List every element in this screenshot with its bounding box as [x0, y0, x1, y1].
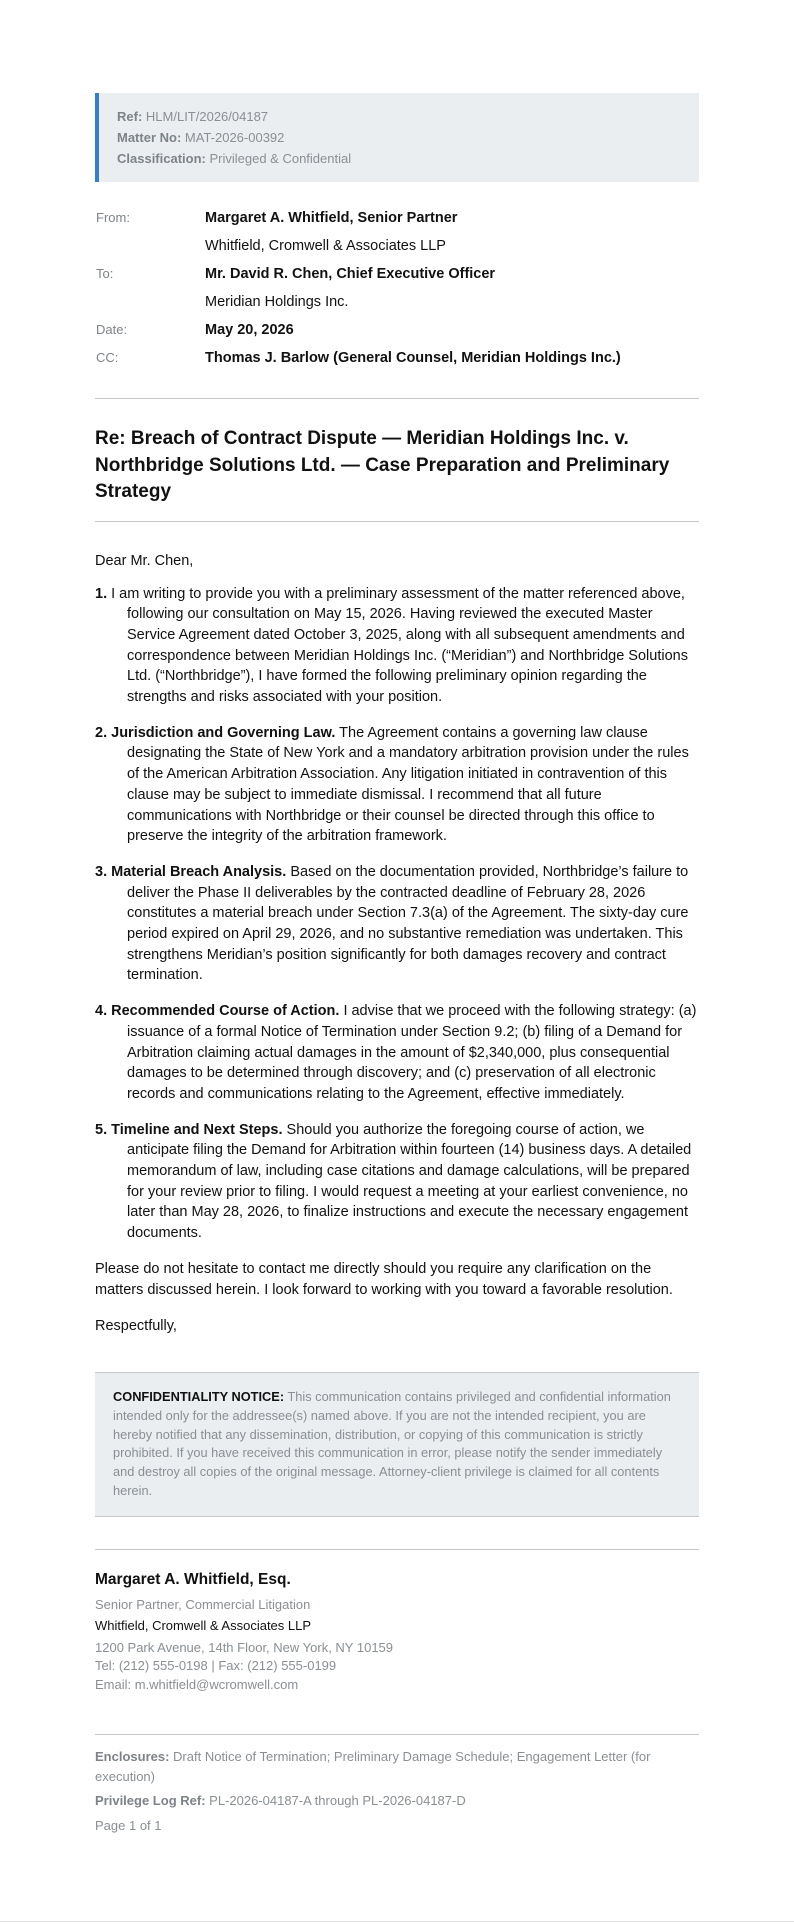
- cc-label: CC:: [96, 350, 119, 365]
- privilege-log-value: PL-2026-04187-A through PL-2026-04187-D: [209, 1793, 466, 1809]
- reference-box: [95, 93, 699, 182]
- greeting: Dear Mr. Chen,: [95, 552, 194, 569]
- signature-block: [95, 1549, 699, 1695]
- subject-line: Re: Breach of Contract Dispute — Meridian Holdings Inc. v. Northbridge Solutions Ltd. — Case Preparation and Preliminary Strategy: [95, 428, 670, 502]
- from-firm: Whitfield, Cromwell & Associates LLP: [205, 238, 446, 254]
- from-name: Margaret A. Whitfield, Senior Partner: [205, 210, 458, 226]
- signature-address: 1200 Park Avenue, 14th Floor, New York, NY 10159: [95, 1639, 394, 1655]
- confidentiality-text: This communication contains privileged and confidential information intended only for the addressee(s) named above. If you are not the intended recipient, you are hereby notified that any dissemination, distribution, or copying of this communication is strictly prohibited. If you have received this communication in error, please notify the sender immediately and destroy all copies of the original message. Attorney-client privilege is claimed for all contents herein.: [113, 1389, 671, 1498]
- confidentiality-label: CONFIDENTIALITY NOTICE:: [113, 1389, 285, 1405]
- paragraph-text: I am writing to provide you with a preliminary assessment of the matter referenced above, following our consultation on May 15, 2026. Having reviewed the executed Master Service Agreement dated October 3, 2025, along with all subsequent amendments and correspondence between Meridian Holdings Inc. (“Meridian”) and Northbridge Solutions Ltd. (“Northbridge”), I have formed the following preliminary opinion regarding the strengths and risks associated with your position.: [111, 585, 688, 706]
- classification-line: [117, 148, 681, 169]
- signature-phone: Tel: (212) 555-0198 | Fax: (212) 555-0199: [95, 1658, 337, 1674]
- paragraph-5: [95, 1120, 699, 1244]
- paragraph-heading: Timeline and Next Steps.: [111, 1121, 283, 1138]
- page-bottom-edge: [0, 1921, 794, 1922]
- paragraph-number: 2.: [95, 724, 108, 741]
- letter-header: [95, 210, 699, 378]
- ref-line: [117, 106, 681, 127]
- enclosures-label: Enclosures:: [95, 1749, 170, 1765]
- ref-label: Ref:: [117, 109, 143, 124]
- from-label: From:: [96, 210, 130, 225]
- to-company: Meridian Holdings Inc.: [205, 294, 349, 310]
- paragraph-3: [95, 862, 699, 986]
- date-label: Date:: [96, 322, 128, 337]
- paragraph-text: I advise that we proceed with the following strategy: (a) issuance of a formal Notice of Termination under Section 9.2; (b) filing of a Demand for Arbitration claiming actual damages in the amount of $2,340,000, plus consequential damages to be determined through discovery; and (c) preservation of all electronic records and communications relating to the Agreement, effective immediately.: [127, 1003, 697, 1102]
- signature-name: Margaret A. Whitfield, Esq.: [95, 1570, 291, 1588]
- privilege-log-line: [95, 1791, 699, 1811]
- classification-value: Privileged & Confidential: [209, 151, 352, 166]
- signature-email: Email: m.whitfield@wcromwell.com: [95, 1676, 299, 1692]
- matter-line: [117, 127, 681, 148]
- paragraph-number: 3.: [95, 863, 108, 880]
- letter-footer: [95, 1734, 699, 1835]
- header-divider: [95, 398, 699, 399]
- paragraph-number: 1.: [95, 585, 108, 602]
- to-name: Mr. David R. Chen, Chief Executive Officer: [205, 266, 496, 282]
- page-number: Page 1 of 1: [95, 1817, 162, 1833]
- paragraph-heading: Recommended Course of Action.: [111, 1003, 340, 1020]
- paragraph-1: [95, 584, 699, 708]
- paragraph-heading: Jurisdiction and Governing Law.: [111, 724, 336, 741]
- paragraph-2: [95, 723, 699, 847]
- subject-divider: [95, 521, 699, 522]
- paragraph-heading: Material Breach Analysis.: [111, 863, 287, 880]
- paragraph-text: Based on the documentation provided, Northbridge’s failure to deliver the Phase II deliverables by the contracted deadline of February 28, 2026 constitutes a material breach under Section 7.3(a) of the Agreement. The sixty-day cure period expired on April 29, 2026, and no substantive remediation was undertaken. This strengthens Meridian’s position significantly for both damages recovery and contract termination.: [127, 863, 689, 984]
- classification-label: Classification:: [117, 151, 206, 166]
- letter-page: [95, 93, 699, 1840]
- paragraph-text: Should you authorize the foregoing course of action, we anticipate filing the Demand for Arbitration within fourteen (14) business days. A detailed memorandum of law, including case citations and damage calculations, will be prepared for your review prior to filing. I would request a meeting at your earliest convenience, no later than May 28, 2026, to finalize instructions and execute the necessary engagement documents.: [127, 1121, 692, 1242]
- to-label: To:: [96, 266, 114, 281]
- enclosures-value: Draft Notice of Termination; Preliminary Damage Schedule; Engagement Letter (for execution): [95, 1749, 651, 1784]
- paragraph-number: 5.: [95, 1121, 108, 1138]
- signature-firm: Whitfield, Cromwell & Associates LLP: [95, 1618, 312, 1634]
- signoff: Respectfully,: [95, 1318, 177, 1335]
- enclosures-line: [95, 1747, 699, 1786]
- matter-label: Matter No:: [117, 130, 182, 145]
- paragraph-text: The Agreement contains a governing law clause designating the State of New York and a mandatory arbitration provision under the rules of the American Arbitration Association. Any litigation initiated in contravention of this clause may be subject to immediate dismissal. I recommend that all future communications with Northbridge or their counsel be directed through this office to preserve the integrity of the arbitration framework.: [127, 724, 689, 845]
- paragraph-number: 4.: [95, 1003, 108, 1020]
- signature-title: Senior Partner, Commercial Litigation: [95, 1596, 311, 1612]
- ref-value: HLM/LIT/2026/04187: [145, 109, 269, 124]
- closing-paragraph: Please do not hesitate to contact me directly should you require any clarification on the matters discussed herein. I look forward to working with you toward a favorable resolution.: [95, 1260, 673, 1298]
- matter-value: MAT-2026-00392: [184, 130, 285, 145]
- privilege-log-label: Privilege Log Ref:: [95, 1793, 206, 1809]
- cc-value: Thomas J. Barlow (General Counsel, Meridian Holdings Inc.): [205, 350, 621, 366]
- date-value: May 20, 2026: [205, 322, 294, 338]
- paragraph-4: [95, 1001, 699, 1105]
- confidentiality-notice: [95, 1372, 699, 1516]
